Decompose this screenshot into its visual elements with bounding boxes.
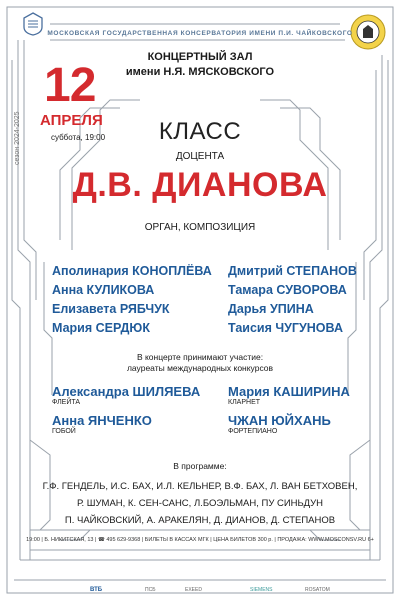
date-day: 12 [44,59,96,112]
guest-instrument: ФЛЕЙТА [52,399,81,406]
performer-name: Мария СЕРДЮК [52,321,150,335]
guest-name: Мария КАШИРИНА [228,384,350,399]
performer-name: Тамара СУВОРОВА [228,283,347,297]
date-month: АПРЕЛЯ [40,112,103,129]
guest-3 [52,413,152,435]
program-title: В программе: [173,461,227,471]
docent-label: ДОЦЕНТА [175,151,225,162]
teacher-name: Д.В. ДИАНОВА [72,166,328,204]
ticket-info: 19:00 | Б. НИКИТСКАЯ, 13 | ☎ 495 629-9368 | БИЛЕТЫ В КАССАХ МГК | ЦЕНА БИЛЕТОВ 300 р. | ПРОДАЖА: WWW.MOSCONSV.RU 6+ [26,537,374,543]
season-label: сезон 2024-2025 [14,111,21,165]
participation-line-2: лауреаты международных конкурсов [126,363,274,373]
guest-2 [228,384,350,406]
performer-name: Анна КУЛИКОВА [52,283,155,297]
date-weekday-time: суббота, 19:00 [51,133,106,142]
program-line: Р. ШУМАН, К. СЕН-САНС, Л.БОЭЛЬМАН, ПУ СИНЬДУН [76,498,324,509]
guest-4 [228,413,331,435]
hall-line-1: КОНЦЕРТНЫЙ ЗАЛ [147,51,253,63]
participation-note [0,352,400,374]
sponsor-logo: ПСБ [145,587,156,593]
conservatory-name: МОСКОВСКАЯ ГОСУДАРСТВЕННАЯ КОНСЕРВАТОРИЯ ИМЕНИ П.И. ЧАЙКОВСКОГО [47,30,353,37]
performer-name: Дарья УПИНА [228,302,314,316]
program-line: П. ЧАЙКОВСКИЙ, А. АРАКЕЛЯН, Д. ДИАНОВ, Д. СТЕПАНОВ [64,515,336,526]
guest-1 [52,384,200,406]
performers-right [228,262,357,338]
class-heading: КЛАСС [158,118,242,145]
guest-instrument: ФОРТЕПИАНО [228,428,278,435]
guest-name: ЧЖАН ЮЙХАНЬ [228,413,331,428]
performer-name: Таисия ЧУГУНОВА [228,321,343,335]
sponsor-logo: ROSATOM [305,587,330,593]
program-line: Г.Ф. ГЕНДЕЛЬ, И.С. БАХ, И.Л. КЕЛЬНЕР, В.Ф. БАХ, Л. ВАН БЕТХОВЕН, [42,481,358,492]
sponsor-logo: SIEMENS [250,587,273,593]
guest-name: Анна ЯНЧЕНКО [52,413,152,428]
hall-line-2: имени Н.Я. МЯСКОВСКОГО [125,66,275,78]
participation-line-1: В концерте принимают участие: [136,352,264,362]
guest-instrument: КЛАРНЕТ [228,399,261,406]
subject-label: ОРГАН, КОМПОЗИЦИЯ [144,222,256,233]
guest-instrument: ГОБОЙ [52,428,76,435]
sponsor-logo: EXEED [185,587,202,593]
performer-name: Елизавета РЯБЧУК [52,302,170,316]
guest-name: Александра ШИЛЯЕВА [52,384,201,399]
program-list [0,478,400,529]
performers-left [52,262,212,338]
performer-name: Аполинария КОНОПЛЁВА [52,264,212,278]
performer-name: Дмитрий СТЕПАНОВ [228,264,357,278]
sponsor-logo: ВТБ [90,587,103,593]
